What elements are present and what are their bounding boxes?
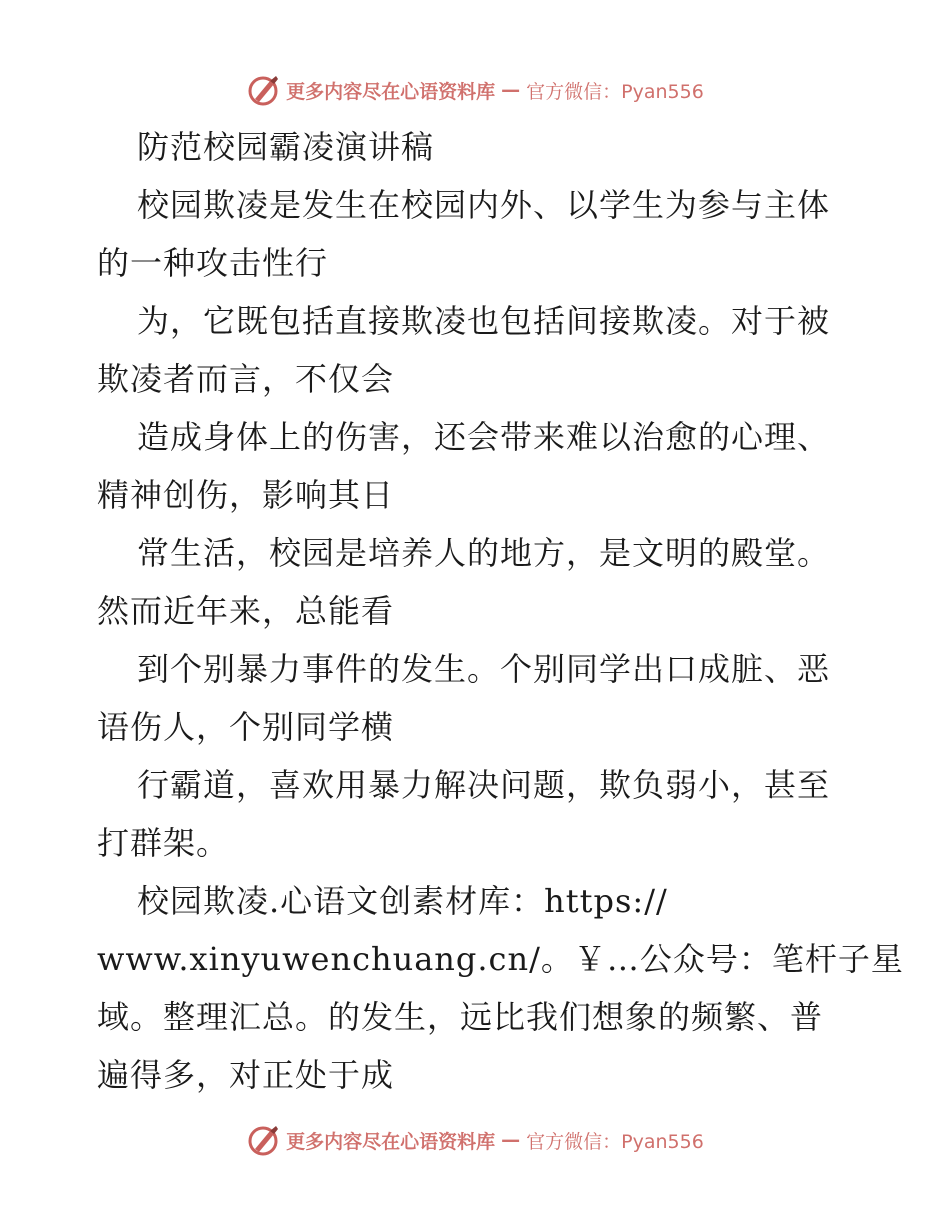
text-line: 造成身体上的伤害，还会带来难以治愈的心理、 xyxy=(137,418,831,456)
text-line: 然而近年来，总能看 xyxy=(97,592,395,630)
banner-contact-text: 官方微信：Pyan556 xyxy=(526,80,704,103)
banner-dash: — xyxy=(501,1129,521,1151)
pen-logo-icon xyxy=(246,73,280,107)
document-title: 防范校园霸凌演讲稿 xyxy=(137,128,435,166)
text-line: 语伤人，个别同学横 xyxy=(97,708,395,746)
text-line: 校园欺凌.心语文创素材库：https:// xyxy=(137,882,668,920)
text-line: 常生活，校园是培养人的地方，是文明的殿堂。 xyxy=(137,534,831,572)
text-line: 的一种攻击性行 xyxy=(97,244,329,282)
document-body xyxy=(97,118,904,1104)
text-line: 打群架。 xyxy=(97,824,230,862)
text-line: 域。整理汇总。的发生，远比我们想象的频繁、普 xyxy=(97,998,824,1036)
text-line: 欺凌者而言，不仅会 xyxy=(97,360,395,398)
text-line: 行霸道，喜欢用暴力解决问题，欺负弱小，甚至 xyxy=(137,766,831,804)
text-line: 为，它既包括直接欺凌也包括间接欺凌。对于被 xyxy=(137,302,831,340)
banner-site-text: 更多内容尽在心语资料库 xyxy=(286,80,496,103)
pen-logo-icon xyxy=(246,1123,280,1157)
banner-site-text: 更多内容尽在心语资料库 xyxy=(286,1130,496,1153)
banner-contact-text: 官方微信：Pyan556 xyxy=(526,1130,704,1153)
text-line: 精神创伤，影响其日 xyxy=(97,476,395,514)
footer-watermark-banner xyxy=(0,1120,950,1160)
text-line: www.xinyuwenchuang.cn/。￥…公众号：笔杆子星 xyxy=(97,940,904,978)
header-watermark-banner xyxy=(0,70,950,110)
banner-dash: — xyxy=(501,79,521,101)
text-line: 遍得多，对正处于成 xyxy=(97,1056,395,1094)
text-line: 校园欺凌是发生在校园内外、以学生为参与主体 xyxy=(137,186,831,224)
text-line: 到个别暴力事件的发生。个别同学出口成脏、恶 xyxy=(137,650,831,688)
